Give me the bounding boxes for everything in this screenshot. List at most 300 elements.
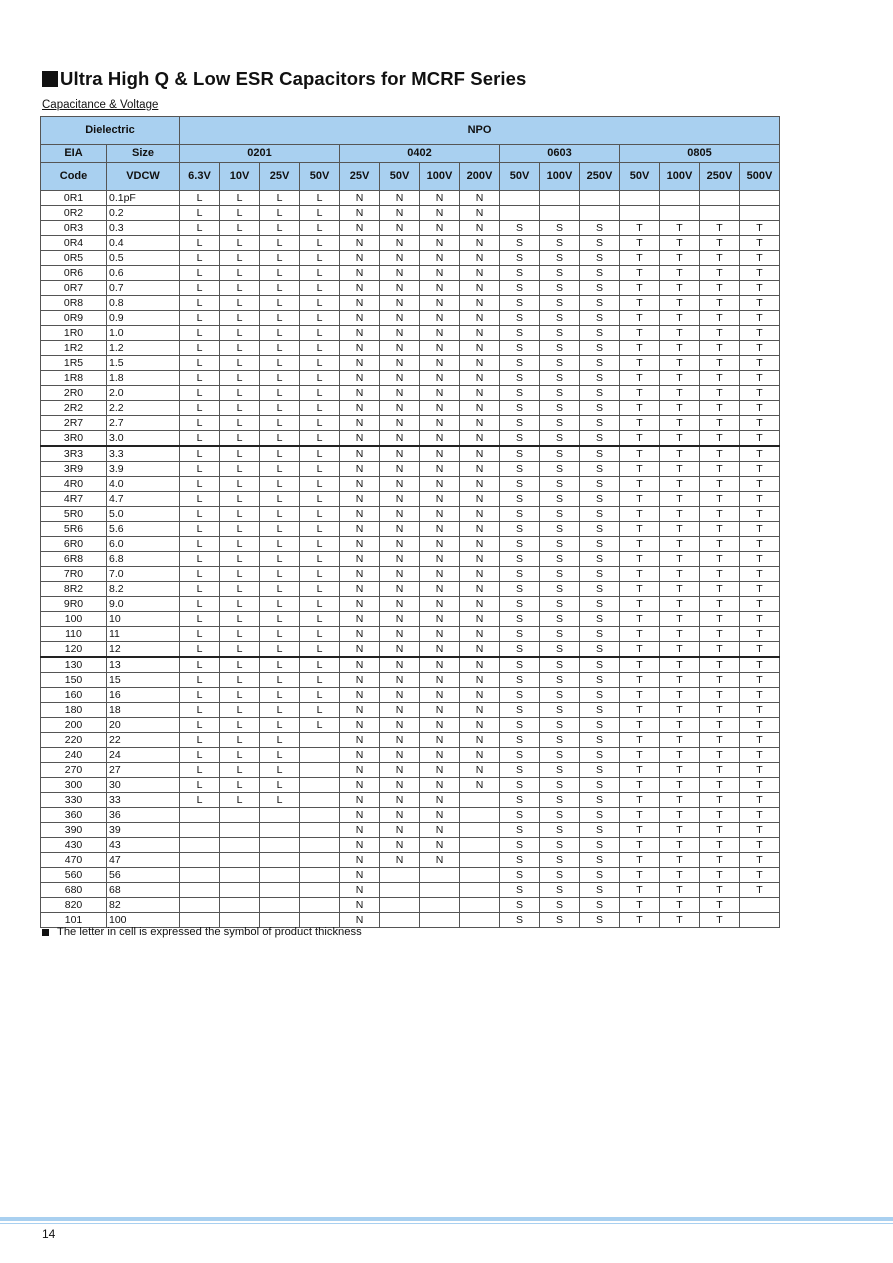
thickness-cell: L: [180, 718, 220, 733]
thickness-cell: T: [620, 883, 660, 898]
eia-code-cell: 2R7: [41, 416, 107, 431]
thickness-cell: [220, 838, 260, 853]
thickness-cell: L: [220, 763, 260, 778]
thickness-cell: S: [580, 477, 620, 492]
thickness-cell: N: [420, 597, 460, 612]
thickness-cell: T: [740, 612, 780, 627]
thickness-cell: L: [260, 703, 300, 718]
thickness-cell: T: [660, 778, 700, 793]
thickness-cell: N: [460, 296, 500, 311]
thickness-cell: N: [380, 823, 420, 838]
thickness-cell: N: [420, 778, 460, 793]
thickness-cell: L: [220, 296, 260, 311]
thickness-cell: N: [340, 718, 380, 733]
thickness-cell: S: [540, 371, 580, 386]
thickness-cell: L: [180, 206, 220, 221]
thickness-cell: S: [580, 748, 620, 763]
thickness-cell: S: [540, 477, 580, 492]
thickness-cell: N: [380, 582, 420, 597]
thickness-cell: S: [540, 537, 580, 552]
thickness-cell: N: [420, 823, 460, 838]
thickness-cell: T: [620, 356, 660, 371]
thickness-cell: T: [620, 657, 660, 673]
thickness-cell: N: [380, 206, 420, 221]
thickness-cell: S: [500, 597, 540, 612]
thickness-cell: T: [700, 612, 740, 627]
thickness-cell: N: [460, 281, 500, 296]
thickness-cell: N: [340, 221, 380, 236]
thickness-cell: L: [220, 582, 260, 597]
thickness-cell: L: [180, 733, 220, 748]
thickness-cell: S: [580, 251, 620, 266]
thickness-cell: [460, 853, 500, 868]
thickness-cell: N: [460, 311, 500, 326]
thickness-cell: S: [580, 703, 620, 718]
thickness-cell: T: [700, 341, 740, 356]
thickness-cell: S: [500, 793, 540, 808]
thickness-cell: L: [220, 793, 260, 808]
eia-code-cell: 0R6: [41, 266, 107, 281]
capacitance-cell: 47: [107, 853, 180, 868]
thickness-cell: N: [420, 612, 460, 627]
thickness-cell: L: [300, 597, 340, 612]
thickness-cell: N: [340, 416, 380, 431]
capacitance-cell: 1.2: [107, 341, 180, 356]
thickness-cell: [220, 823, 260, 838]
thickness-cell: S: [500, 236, 540, 251]
thickness-cell: T: [660, 718, 700, 733]
size-header-0402: 0402: [340, 145, 500, 163]
thickness-cell: [660, 191, 700, 206]
thickness-cell: S: [500, 281, 540, 296]
thickness-cell: T: [740, 492, 780, 507]
thickness-cell: N: [420, 221, 460, 236]
capacitance-cell: 56: [107, 868, 180, 883]
thickness-cell: L: [300, 311, 340, 326]
thickness-cell: [260, 838, 300, 853]
eia-code-cell: 1R8: [41, 371, 107, 386]
thickness-cell: N: [420, 567, 460, 582]
thickness-cell: N: [380, 567, 420, 582]
thickness-cell: L: [220, 386, 260, 401]
thickness-cell: [220, 898, 260, 913]
thickness-cell: L: [300, 386, 340, 401]
thickness-cell: T: [700, 808, 740, 823]
thickness-cell: T: [660, 311, 700, 326]
thickness-cell: S: [500, 401, 540, 416]
thickness-cell: [300, 748, 340, 763]
thickness-cell: L: [180, 582, 220, 597]
thickness-cell: T: [740, 868, 780, 883]
thickness-cell: S: [540, 868, 580, 883]
thickness-cell: T: [660, 356, 700, 371]
thickness-cell: N: [380, 853, 420, 868]
voltage-header: 250V: [580, 163, 620, 191]
capacitance-cell: 11: [107, 627, 180, 642]
thickness-cell: L: [260, 778, 300, 793]
thickness-cell: T: [660, 507, 700, 522]
thickness-cell: T: [660, 808, 700, 823]
thickness-cell: T: [660, 446, 700, 462]
thickness-cell: L: [180, 251, 220, 266]
thickness-cell: T: [660, 477, 700, 492]
footnote-text: The letter in cell is expressed the symbol of product thickness: [57, 926, 362, 938]
thickness-cell: [220, 883, 260, 898]
thickness-cell: S: [500, 371, 540, 386]
thickness-cell: T: [620, 311, 660, 326]
thickness-cell: S: [540, 341, 580, 356]
thickness-cell: L: [180, 793, 220, 808]
thickness-cell: L: [300, 552, 340, 567]
thickness-cell: T: [700, 567, 740, 582]
thickness-cell: T: [700, 838, 740, 853]
eia-code-cell: 300: [41, 778, 107, 793]
thickness-cell: S: [540, 838, 580, 853]
thickness-cell: L: [180, 281, 220, 296]
thickness-cell: L: [220, 206, 260, 221]
thickness-cell: N: [380, 371, 420, 386]
thickness-cell: S: [540, 673, 580, 688]
thickness-cell: L: [220, 191, 260, 206]
eia-code-cell: 100: [41, 612, 107, 627]
thickness-cell: T: [660, 341, 700, 356]
thickness-cell: L: [260, 718, 300, 733]
thickness-cell: N: [460, 386, 500, 401]
thickness-cell: [180, 898, 220, 913]
capacitance-cell: 100: [107, 913, 180, 928]
capacitance-cell: 0.5: [107, 251, 180, 266]
thickness-cell: N: [340, 627, 380, 642]
thickness-cell: T: [620, 913, 660, 928]
eia-code-cell: 3R9: [41, 462, 107, 477]
capacitance-cell: 0.1pF: [107, 191, 180, 206]
thickness-cell: T: [620, 326, 660, 341]
thickness-cell: N: [340, 266, 380, 281]
thickness-cell: N: [380, 236, 420, 251]
thickness-cell: T: [740, 296, 780, 311]
thickness-cell: T: [700, 311, 740, 326]
thickness-cell: S: [540, 296, 580, 311]
capacitance-cell: 3.3: [107, 446, 180, 462]
table-row: [41, 311, 780, 326]
thickness-cell: L: [220, 281, 260, 296]
thickness-cell: L: [300, 627, 340, 642]
capacitance-cell: 2.7: [107, 416, 180, 431]
thickness-cell: L: [260, 446, 300, 462]
thickness-cell: N: [380, 492, 420, 507]
thickness-cell: [300, 868, 340, 883]
thickness-cell: T: [660, 386, 700, 401]
thickness-cell: L: [260, 281, 300, 296]
table-row: [41, 627, 780, 642]
thickness-cell: L: [220, 492, 260, 507]
thickness-cell: T: [660, 552, 700, 567]
page-title-text: Ultra High Q & Low ESR Capacitors for MCRF Series: [60, 68, 527, 89]
thickness-cell: N: [420, 627, 460, 642]
thickness-cell: N: [380, 281, 420, 296]
capacitance-cell: 13: [107, 657, 180, 673]
thickness-cell: S: [500, 311, 540, 326]
thickness-cell: T: [740, 522, 780, 537]
thickness-cell: L: [220, 251, 260, 266]
eia-code-cell: 160: [41, 688, 107, 703]
thickness-cell: T: [620, 552, 660, 567]
thickness-cell: S: [500, 522, 540, 537]
thickness-cell: N: [340, 477, 380, 492]
thickness-cell: T: [700, 221, 740, 236]
thickness-cell: N: [420, 507, 460, 522]
thickness-cell: L: [300, 446, 340, 462]
thickness-cell: T: [700, 431, 740, 447]
thickness-cell: S: [580, 612, 620, 627]
thickness-cell: N: [340, 733, 380, 748]
thickness-cell: N: [460, 266, 500, 281]
thickness-cell: L: [180, 657, 220, 673]
table-row: [41, 446, 780, 462]
capacitance-cell: 27: [107, 763, 180, 778]
thickness-cell: S: [500, 251, 540, 266]
thickness-cell: L: [260, 401, 300, 416]
thickness-cell: L: [180, 778, 220, 793]
thickness-cell: T: [740, 567, 780, 582]
thickness-cell: T: [740, 673, 780, 688]
thickness-cell: S: [580, 597, 620, 612]
thickness-cell: N: [380, 612, 420, 627]
voltage-header: 25V: [260, 163, 300, 191]
thickness-cell: T: [700, 401, 740, 416]
thickness-cell: S: [540, 356, 580, 371]
thickness-cell: [260, 853, 300, 868]
thickness-cell: L: [180, 492, 220, 507]
thickness-cell: N: [380, 673, 420, 688]
capacitance-cell: 4.0: [107, 477, 180, 492]
eia-code-cell: 330: [41, 793, 107, 808]
thickness-cell: S: [540, 597, 580, 612]
thickness-cell: L: [260, 311, 300, 326]
thickness-cell: L: [220, 326, 260, 341]
thickness-cell: L: [300, 642, 340, 658]
thickness-cell: N: [380, 808, 420, 823]
thickness-cell: T: [620, 416, 660, 431]
thickness-cell: T: [700, 883, 740, 898]
thickness-cell: L: [180, 567, 220, 582]
thickness-cell: N: [380, 326, 420, 341]
thickness-cell: L: [260, 552, 300, 567]
thickness-cell: L: [300, 191, 340, 206]
thickness-cell: S: [500, 567, 540, 582]
capacitance-cell: 0.7: [107, 281, 180, 296]
thickness-cell: T: [740, 823, 780, 838]
thickness-cell: [220, 808, 260, 823]
thickness-cell: L: [180, 763, 220, 778]
thickness-cell: T: [620, 627, 660, 642]
thickness-cell: L: [220, 778, 260, 793]
thickness-cell: L: [260, 733, 300, 748]
capacitance-cell: 1.5: [107, 356, 180, 371]
thickness-cell: T: [740, 642, 780, 658]
thickness-cell: N: [460, 552, 500, 567]
thickness-cell: N: [340, 703, 380, 718]
thickness-cell: N: [340, 296, 380, 311]
thickness-cell: L: [180, 326, 220, 341]
thickness-cell: T: [700, 778, 740, 793]
eia-code-cell: 9R0: [41, 597, 107, 612]
thickness-cell: T: [700, 507, 740, 522]
table-row: [41, 763, 780, 778]
thickness-cell: N: [380, 341, 420, 356]
thickness-cell: T: [620, 642, 660, 658]
thickness-cell: N: [380, 477, 420, 492]
thickness-cell: T: [740, 477, 780, 492]
thickness-cell: S: [540, 612, 580, 627]
thickness-cell: S: [540, 416, 580, 431]
thickness-cell: L: [220, 718, 260, 733]
thickness-cell: N: [380, 266, 420, 281]
thickness-cell: [460, 823, 500, 838]
thickness-cell: S: [580, 236, 620, 251]
thickness-cell: T: [660, 748, 700, 763]
thickness-cell: L: [300, 371, 340, 386]
eia-code-cell: 0R5: [41, 251, 107, 266]
thickness-cell: N: [340, 206, 380, 221]
thickness-cell: N: [460, 703, 500, 718]
thickness-cell: L: [300, 251, 340, 266]
eia-code-cell: 5R6: [41, 522, 107, 537]
thickness-cell: [700, 191, 740, 206]
thickness-cell: [180, 823, 220, 838]
table-row: [41, 883, 780, 898]
thickness-cell: L: [180, 191, 220, 206]
eia-code-cell: 2R2: [41, 401, 107, 416]
thickness-cell: T: [660, 236, 700, 251]
thickness-cell: T: [700, 236, 740, 251]
table-row: [41, 612, 780, 627]
thickness-cell: T: [660, 371, 700, 386]
thickness-cell: N: [420, 793, 460, 808]
thickness-cell: S: [500, 326, 540, 341]
capacitance-cell: 3.0: [107, 431, 180, 447]
voltage-header: 50V: [300, 163, 340, 191]
thickness-cell: N: [340, 311, 380, 326]
capacitance-cell: 1.8: [107, 371, 180, 386]
capacitance-cell: 15: [107, 673, 180, 688]
thickness-cell: L: [260, 537, 300, 552]
thickness-cell: [620, 206, 660, 221]
thickness-cell: S: [540, 281, 580, 296]
thickness-cell: S: [500, 657, 540, 673]
thickness-cell: T: [620, 808, 660, 823]
thickness-cell: T: [660, 868, 700, 883]
thickness-cell: S: [580, 522, 620, 537]
thickness-cell: L: [300, 416, 340, 431]
thickness-cell: L: [180, 311, 220, 326]
thickness-cell: [300, 838, 340, 853]
thickness-cell: T: [700, 266, 740, 281]
thickness-cell: T: [740, 507, 780, 522]
table-row: [41, 341, 780, 356]
thickness-cell: N: [420, 537, 460, 552]
capacitance-cell: 0.3: [107, 221, 180, 236]
thickness-cell: N: [460, 236, 500, 251]
thickness-cell: S: [540, 507, 580, 522]
eia-code-cell: 820: [41, 898, 107, 913]
thickness-cell: T: [620, 793, 660, 808]
thickness-cell: N: [420, 341, 460, 356]
thickness-cell: L: [180, 341, 220, 356]
thickness-cell: [300, 853, 340, 868]
thickness-cell: N: [380, 793, 420, 808]
thickness-cell: N: [380, 838, 420, 853]
thickness-cell: T: [620, 477, 660, 492]
capacitance-cell: 9.0: [107, 597, 180, 612]
voltage-header: 50V: [500, 163, 540, 191]
eia-code-cell: 270: [41, 763, 107, 778]
eia-code-cell: 0R9: [41, 311, 107, 326]
thickness-cell: N: [460, 462, 500, 477]
capacitance-cell: 0.6: [107, 266, 180, 281]
thickness-cell: N: [460, 431, 500, 447]
capacitance-cell: 2.2: [107, 401, 180, 416]
thickness-cell: S: [500, 221, 540, 236]
table-row: [41, 688, 780, 703]
thickness-cell: N: [340, 657, 380, 673]
thickness-cell: T: [740, 311, 780, 326]
thickness-cell: L: [220, 446, 260, 462]
thickness-cell: L: [220, 657, 260, 673]
table-row: [41, 582, 780, 597]
thickness-cell: N: [340, 567, 380, 582]
eia-code-cell: 430: [41, 838, 107, 853]
thickness-cell: S: [540, 462, 580, 477]
thickness-cell: N: [420, 552, 460, 567]
thickness-cell: L: [260, 763, 300, 778]
thickness-cell: T: [620, 838, 660, 853]
capacitance-cell: 6.0: [107, 537, 180, 552]
thickness-cell: L: [220, 462, 260, 477]
thickness-cell: L: [260, 567, 300, 582]
thickness-cell: T: [620, 733, 660, 748]
thickness-cell: [420, 913, 460, 928]
thickness-cell: N: [380, 778, 420, 793]
thickness-cell: T: [660, 673, 700, 688]
page-number: 14: [42, 1227, 56, 1241]
thickness-cell: L: [260, 627, 300, 642]
dielectric-value-header: NPO: [180, 117, 780, 145]
thickness-cell: N: [340, 868, 380, 883]
thickness-cell: N: [460, 733, 500, 748]
table-row: [41, 206, 780, 221]
thickness-cell: S: [540, 236, 580, 251]
voltage-header: 50V: [620, 163, 660, 191]
eia-code-cell: 0R3: [41, 221, 107, 236]
thickness-cell: T: [700, 718, 740, 733]
thickness-cell: T: [660, 883, 700, 898]
thickness-cell: S: [540, 763, 580, 778]
eia-code-cell: 470: [41, 853, 107, 868]
thickness-cell: L: [180, 446, 220, 462]
thickness-cell: S: [500, 612, 540, 627]
capacitance-cell: 2.0: [107, 386, 180, 401]
thickness-cell: S: [580, 582, 620, 597]
thickness-cell: S: [540, 703, 580, 718]
thickness-cell: [420, 898, 460, 913]
thickness-cell: S: [500, 386, 540, 401]
thickness-cell: N: [380, 642, 420, 658]
thickness-cell: N: [420, 838, 460, 853]
thickness-cell: T: [740, 266, 780, 281]
thickness-cell: N: [340, 823, 380, 838]
thickness-cell: T: [660, 251, 700, 266]
